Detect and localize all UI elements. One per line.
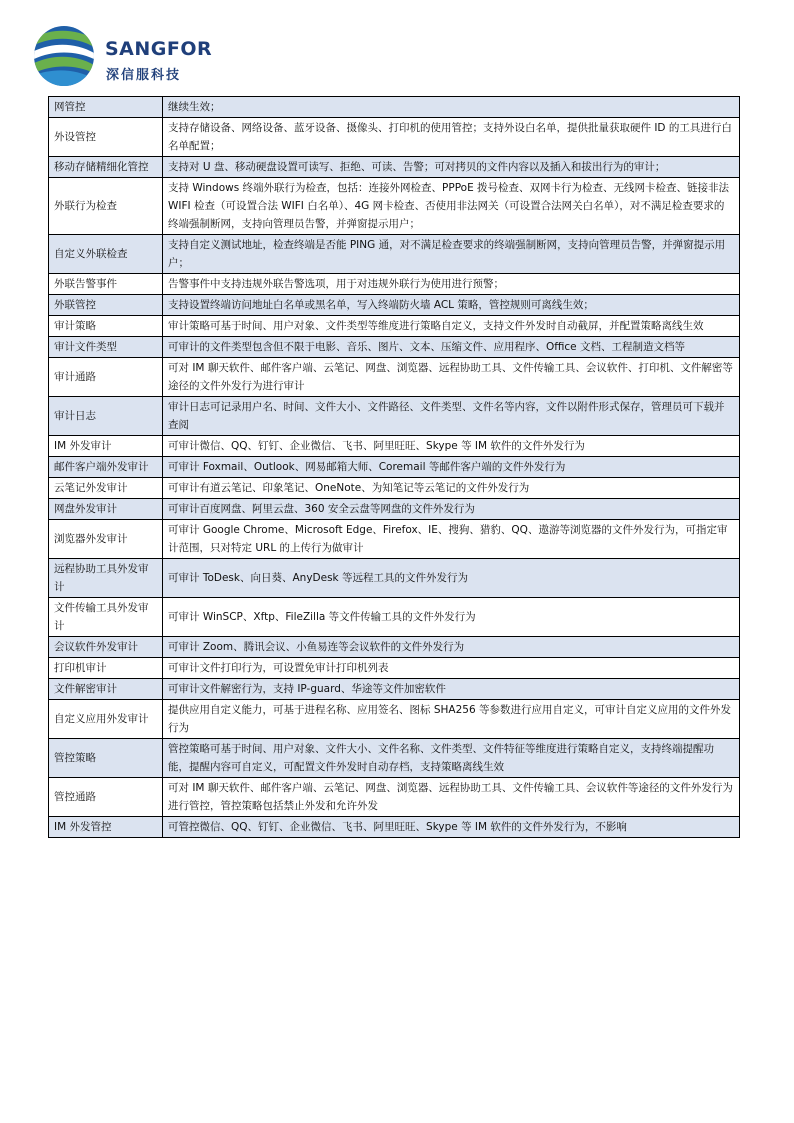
table-row <box>49 97 740 118</box>
table-row <box>49 316 740 337</box>
feature-name-cell: 邮件客户端外发审计 <box>49 457 163 478</box>
table-row <box>49 118 740 157</box>
table-row <box>49 817 740 838</box>
table-row <box>49 700 740 739</box>
feature-name-cell: IM 外发审计 <box>49 436 163 457</box>
feature-name-cell: 浏览器外发审计 <box>49 520 163 559</box>
feature-description-cell: 支持存储设备、网络设备、蓝牙设备、摄像头、打印机的使用管控；支持外设白名单，提供批量获取硬件 ID 的工具进行白名单配置； <box>163 118 740 157</box>
table-row <box>49 274 740 295</box>
table-row <box>49 778 740 817</box>
feature-description-cell: 可审计微信、QQ、钉钉、企业微信、飞书、阿里旺旺、Skype 等 IM 软件的文件外发行为 <box>163 436 740 457</box>
feature-name-cell: 远程协助工具外发审计 <box>49 559 163 598</box>
feature-description-cell: 可审计 Zoom、腾讯会议、小鱼易连等会议软件的文件外发行为 <box>163 637 740 658</box>
feature-name-cell: 云笔记外发审计 <box>49 478 163 499</box>
table-row <box>49 295 740 316</box>
feature-description-cell: 提供应用自定义能力，可基于进程名称、应用签名、图标 SHA256 等参数进行应用自定义，可审计自定义应用的文件外发行为 <box>163 700 740 739</box>
feature-description-cell: 可审计 Foxmail、Outlook、网易邮箱大师、Coremail 等邮件客户端的文件外发行为 <box>163 457 740 478</box>
feature-description-cell: 告警事件中支持违规外联告警选项，用于对违规外联行为使用进行预警； <box>163 274 740 295</box>
feature-description-cell: 可审计文件打印行为，可设置免审计打印机列表 <box>163 658 740 679</box>
table-row <box>49 358 740 397</box>
feature-name-cell: 审计通路 <box>49 358 163 397</box>
feature-name-cell: 审计文件类型 <box>49 337 163 358</box>
table-row <box>49 397 740 436</box>
feature-name-cell: 会议软件外发审计 <box>49 637 163 658</box>
table-row <box>49 157 740 178</box>
feature-name-cell: 文件传输工具外发审计 <box>49 598 163 637</box>
table-row <box>49 679 740 700</box>
table-row <box>49 436 740 457</box>
table-row <box>49 235 740 274</box>
feature-name-cell: IM 外发管控 <box>49 817 163 838</box>
table-row <box>49 658 740 679</box>
feature-description-cell: 可对 IM 聊天软件、邮件客户端、云笔记、网盘、浏览器、远程协助工具、文件传输工具、会议软件、打印机、文件解密等途径的文件外发行为进行审计 <box>163 358 740 397</box>
logo-text: SANGFOR <box>105 38 213 60</box>
logo-subtext: 深信服科技 <box>106 68 182 83</box>
feature-description-cell: 支持设置终端访问地址白名单或黑名单，写入终端防火墙 ACL 策略，管控规则可离线生效； <box>163 295 740 316</box>
feature-description-cell: 支持 Windows 终端外联行为检查，包括：连接外网检查、PPPoE 拨号检查、双网卡行为检查、无线网卡检查、链接非法 WIFI 检查（可设置合法 WIFI 白名单）、4G 网卡检查、否使用非法网关（可设置合法网关白名单），对不满足检查要求的终端强制断网，支持向管理员告警，并弹窗提示用户； <box>163 178 740 235</box>
feature-name-cell: 自定义外联检查 <box>49 235 163 274</box>
feature-description-cell: 审计日志可记录用户名、时间、文件大小、文件路径、文件类型、文件名等内容，文件以附件形式保存，管理员可下载并查阅 <box>163 397 740 436</box>
feature-name-cell: 审计策略 <box>49 316 163 337</box>
table-row <box>49 739 740 778</box>
table-row <box>49 598 740 637</box>
feature-description-cell: 可审计的文件类型包含但不限于电影、音乐、图片、文本、压缩文件、应用程序、Office 文档、工程制造文档等 <box>163 337 740 358</box>
feature-description-cell: 可管控微信、QQ、钉钉、企业微信、飞书、阿里旺旺、Skype 等 IM 软件的文件外发行为，不影响 <box>163 817 740 838</box>
feature-description-cell: 支持对 U 盘、移动硬盘设置可读写、拒绝、可读、告警；可对拷贝的文件内容以及插入和拔出行为的审计； <box>163 157 740 178</box>
table-row <box>49 637 740 658</box>
feature-name-cell: 移动存储精细化管控 <box>49 157 163 178</box>
feature-description-cell: 可审计 WinSCP、Xftp、FileZilla 等文件传输工具的文件外发行为 <box>163 598 740 637</box>
feature-name-cell: 外设管控 <box>49 118 163 157</box>
sangfor-globe-icon <box>32 24 96 88</box>
feature-description-cell: 可审计百度网盘、阿里云盘、360 安全云盘等网盘的文件外发行为 <box>163 499 740 520</box>
feature-name-cell: 管控通路 <box>49 778 163 817</box>
table-row <box>49 457 740 478</box>
feature-description-cell: 继续生效； <box>163 97 740 118</box>
sangfor-logo <box>32 24 232 88</box>
feature-name-cell: 外联行为检查 <box>49 178 163 235</box>
feature-description-cell: 可审计 ToDesk、向日葵、AnyDesk 等远程工具的文件外发行为 <box>163 559 740 598</box>
feature-description-cell: 支持自定义测试地址，检查终端是否能 PING 通，对不满足检查要求的终端强制断网，支持向管理员告警，并弹窗提示用户； <box>163 235 740 274</box>
feature-name-cell: 外联告警事件 <box>49 274 163 295</box>
feature-name-cell: 网管控 <box>49 97 163 118</box>
feature-description-cell: 可审计文件解密行为，支持 IP-guard、华途等文件加密软件 <box>163 679 740 700</box>
table-row <box>49 499 740 520</box>
feature-name-cell: 网盘外发审计 <box>49 499 163 520</box>
feature-name-cell: 打印机审计 <box>49 658 163 679</box>
table-row <box>49 337 740 358</box>
feature-description-cell: 可审计有道云笔记、印象笔记、OneNote、为知笔记等云笔记的文件外发行为 <box>163 478 740 499</box>
feature-table-body <box>49 97 740 838</box>
feature-name-cell: 自定义应用外发审计 <box>49 700 163 739</box>
feature-table <box>48 96 740 838</box>
feature-name-cell: 文件解密审计 <box>49 679 163 700</box>
feature-description-cell: 管控策略可基于时间、用户对象、文件大小、文件名称、文件类型、文件特征等维度进行策略自定义，支持终端提醒功能，提醒内容可自定义，可配置文件外发时自动存档，支持策略离线生效 <box>163 739 740 778</box>
feature-description-cell: 审计策略可基于时间、用户对象、文件类型等维度进行策略自定义，支持文件外发时自动截屏，并配置策略离线生效 <box>163 316 740 337</box>
table-row <box>49 178 740 235</box>
table-row <box>49 559 740 598</box>
table-row <box>49 520 740 559</box>
table-row <box>49 478 740 499</box>
feature-name-cell: 外联管控 <box>49 295 163 316</box>
feature-description-cell: 可对 IM 聊天软件、邮件客户端、云笔记、网盘、浏览器、远程协助工具、文件传输工具、会议软件等途径的文件外发行为进行管控，管控策略包括禁止外发和允许外发 <box>163 778 740 817</box>
feature-name-cell: 审计日志 <box>49 397 163 436</box>
feature-description-cell: 可审计 Google Chrome、Microsoft Edge、Firefox、IE、搜狗、猎豹、QQ、遨游等浏览器的文件外发行为，可指定审计范围，只对特定 URL 的上传行为做审计 <box>163 520 740 559</box>
feature-name-cell: 管控策略 <box>49 739 163 778</box>
